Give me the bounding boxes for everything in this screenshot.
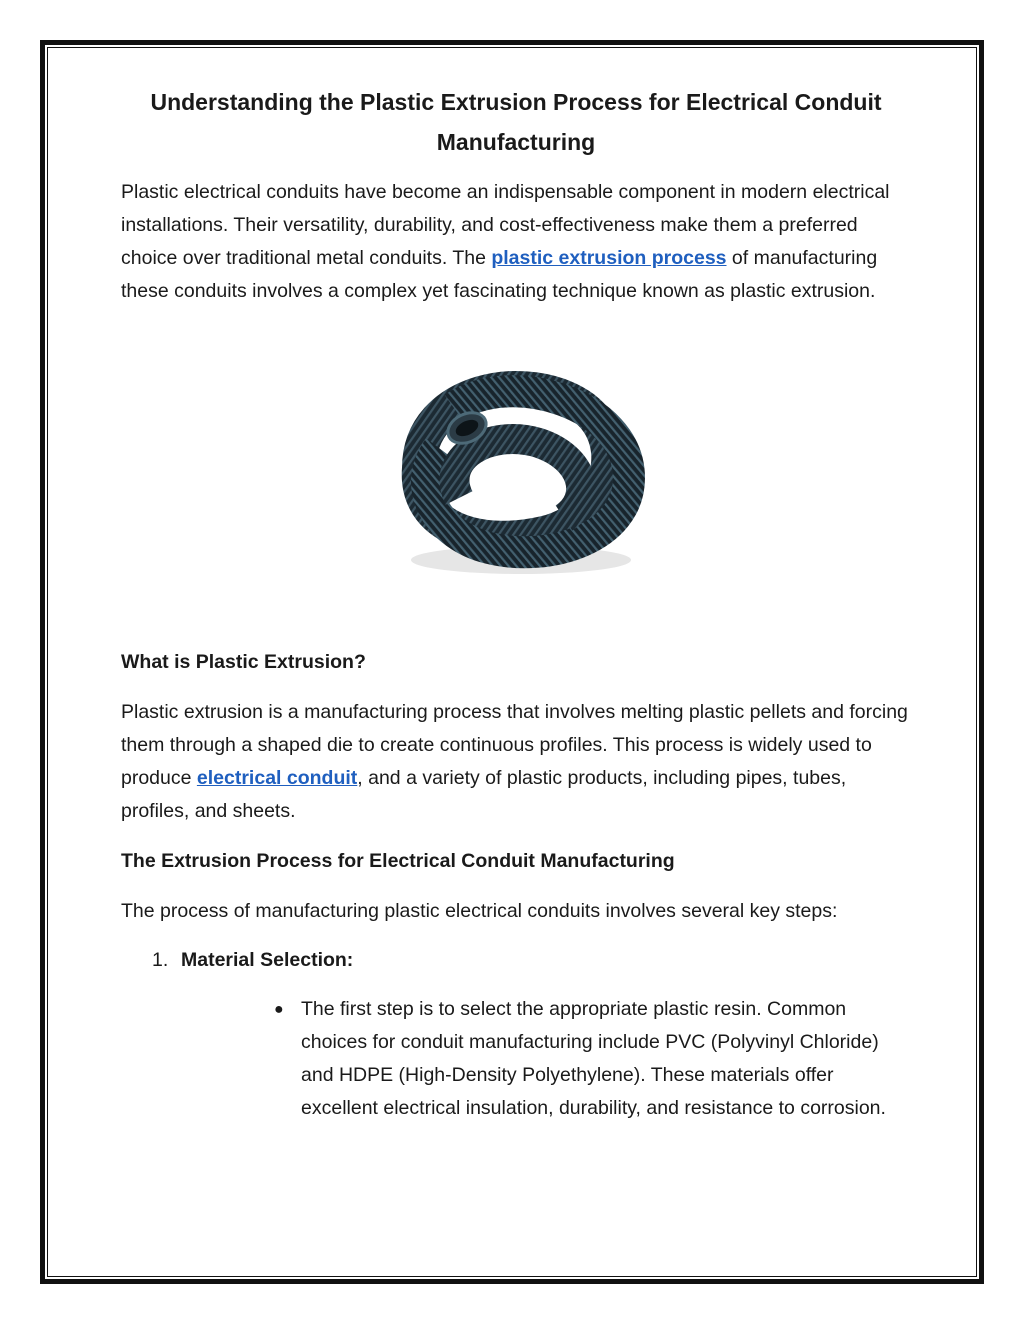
step-number: 1.	[152, 949, 169, 971]
plastic-extrusion-process-link[interactable]: plastic extrusion process	[491, 247, 727, 269]
electrical-conduit-link[interactable]: electrical conduit	[196, 767, 358, 789]
bullet-item	[181, 993, 911, 1125]
bullet-text: The first step is to select the appropriate plastic resin. Common choices for conduit manufacturing include PVC (Polyvinyl Chloride) and HDPE (High-Density Polyethylene). These materials offer excellent electrical insulation, durability, and resistance to corrosion.	[301, 998, 886, 1119]
conduit-loop-inner	[454, 439, 581, 518]
process-intro-paragraph: The process of manufacturing plastic electrical conduits involves several key steps:	[121, 900, 838, 922]
step-bullets	[181, 993, 911, 1125]
intro-paragraph	[121, 176, 911, 308]
section-heading-what-is-extrusion: What is Plastic Extrusion?	[121, 651, 366, 673]
intro-text-start: Plastic electrical conduits have become an indispensable component in modern electrical installations. Their versatility, durability, and cost-effectiveness make them a preferred choice over traditional metal conduits. The	[121, 181, 890, 269]
conduit-image-figure	[121, 308, 911, 638]
definition-text-start: Plastic extrusion is a manufacturing process that involves melting plastic pellets and forcing them through a shaped die to create continuous profiles. This process is widely used to produce	[121, 701, 908, 789]
document-body	[121, 82, 911, 1125]
definition-text-end: , and a variety of plastic products, including pipes, tubes, profiles, and sheets.	[121, 767, 847, 822]
extrusion-definition-paragraph	[121, 696, 911, 828]
corrugated-conduit-coil-icon	[379, 348, 659, 588]
step-item	[121, 944, 911, 1125]
process-steps-list	[121, 944, 911, 1125]
section-heading-extrusion-process: The Extrusion Process for Electrical Conduit Manufacturing	[121, 850, 675, 872]
intro-text-end: of manufacturing these conduits involves a complex yet fascinating technique known as plastic extrusion.	[121, 247, 878, 302]
page-title: Understanding the Plastic Extrusion Process for Electrical Conduit Manufacturing	[150, 89, 882, 155]
step-title: Material Selection:	[181, 949, 354, 971]
bullet-dot-icon: ●	[274, 1001, 284, 1018]
